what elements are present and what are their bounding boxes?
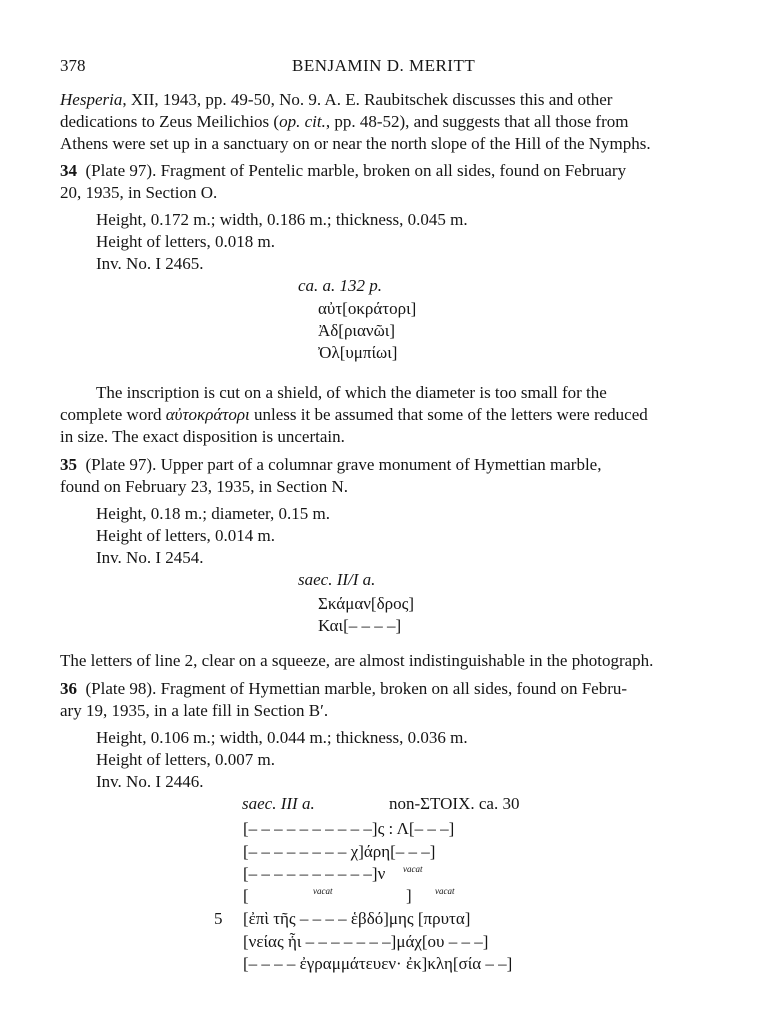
inscription-line: Και[– – – –] <box>318 616 402 635</box>
entry-number: 35 <box>60 455 77 474</box>
entry-35-dimensions: Height, 0.18 m.; diameter, 0.15 m. <box>96 504 330 523</box>
entry-35-header-line: 35 (Plate 97). Upper part of a columnar grave monument of Hymettian marble, <box>60 455 602 474</box>
intro-line-1: Hesperia, XII, 1943, pp. 49-50, No. 9. A. E. Raubitschek discusses this and other <box>60 90 613 109</box>
vacat-label: vacat <box>403 864 423 874</box>
entry-34-commentary-2: complete word αὐτοκράτορι unless it be assumed that some of the letters were reduced <box>60 405 648 424</box>
entry-36-date: saec. III a. <box>242 794 315 813</box>
entry-36-dimensions: Height, 0.106 m.; width, 0.044 m.; thickness, 0.036 m. <box>96 728 468 747</box>
inscription-line: Ὀλ[υμπίωι] <box>318 343 398 362</box>
inscription-bracket: ] <box>406 886 412 905</box>
entry-34-date: ca. a. 132 p. <box>298 276 383 295</box>
entry-34-letter-height: Height of letters, 0.018 m. <box>96 232 275 251</box>
entry-36-stoichedon: non-ΣΤΟΙΧ. ca. 30 <box>389 794 520 813</box>
vacat-label: vacat <box>435 886 455 896</box>
entry-number: 36 <box>60 679 77 698</box>
entry-number: 34 <box>60 161 77 180</box>
entry-34-inventory: Inv. No. I 2465. <box>96 254 204 273</box>
line-number: 5 <box>214 909 223 928</box>
entry-35-commentary: The letters of line 2, clear on a squeeze, are almost indistinguishable in the photograph. <box>60 651 654 670</box>
entry-34-header-line: 34 (Plate 97). Fragment of Pentelic marble, broken on all sides, found on February <box>60 161 627 180</box>
entry-34-commentary-3: in size. The exact disposition is uncertain. <box>60 427 345 446</box>
inscription-line: [– – – – – – – – χ]άρη[– – –] <box>243 842 436 861</box>
inscription-line: Σκάμαν[δρος] <box>318 594 414 613</box>
intro-line-3: Athens were set up in a sanctuary on or near the north slope of the Hill of the Nymphs. <box>60 134 651 153</box>
inscription-line: [– – – – ἐγραμμάτευεν· ἐκ]κλη[σία – –] <box>243 954 513 973</box>
inscription-line: [– – – – – – – – – –]ν <box>243 864 386 883</box>
vacat-label: vacat <box>313 886 333 896</box>
inscription-line: [– – – – – – – – – –]ς : Λ[– – –] <box>243 819 455 838</box>
entry-35-inventory: Inv. No. I 2454. <box>96 548 204 567</box>
entry-36-inventory: Inv. No. I 2446. <box>96 772 204 791</box>
running-title: BENJAMIN D. MERITT <box>292 56 476 75</box>
entry-34-header-line-2: 20, 1935, in Section O. <box>60 183 218 202</box>
entry-34-commentary-1: The inscription is cut on a shield, of which the diameter is too small for the <box>96 383 607 402</box>
entry-36-letter-height: Height of letters, 0.007 m. <box>96 750 275 769</box>
entry-35-header-line-2: found on February 23, 1935, in Section N. <box>60 477 349 496</box>
entry-36-header-line-2: ary 19, 1935, in a late fill in Section B′. <box>60 701 329 720</box>
entry-34-dimensions: Height, 0.172 m.; width, 0.186 m.; thickness, 0.045 m. <box>96 210 468 229</box>
inscription-line: αὐτ[οκράτορι] <box>318 299 417 318</box>
entry-35-letter-height: Height of letters, 0.014 m. <box>96 526 275 545</box>
inscription-line: [νείας ἧι – – – – – – –]μάχ[ου – – –] <box>243 932 489 951</box>
inscription-line: Ἀδ[ριανῶι] <box>318 321 396 340</box>
entry-36-header-line: 36 (Plate 98). Fragment of Hymettian marble, broken on all sides, found on Febru- <box>60 679 628 698</box>
entry-35-date: saec. II/I a. <box>298 570 376 589</box>
inscription-line: [ἐπὶ τῆς – – – – ἑβδό]μης [πρυτα] <box>243 909 471 928</box>
inscription-line: [ <box>243 886 249 905</box>
page-number: 378 <box>60 56 86 75</box>
intro-line-2: dedications to Zeus Meilichios (op. cit., pp. 48-52), and suggests that all those from <box>60 112 629 131</box>
